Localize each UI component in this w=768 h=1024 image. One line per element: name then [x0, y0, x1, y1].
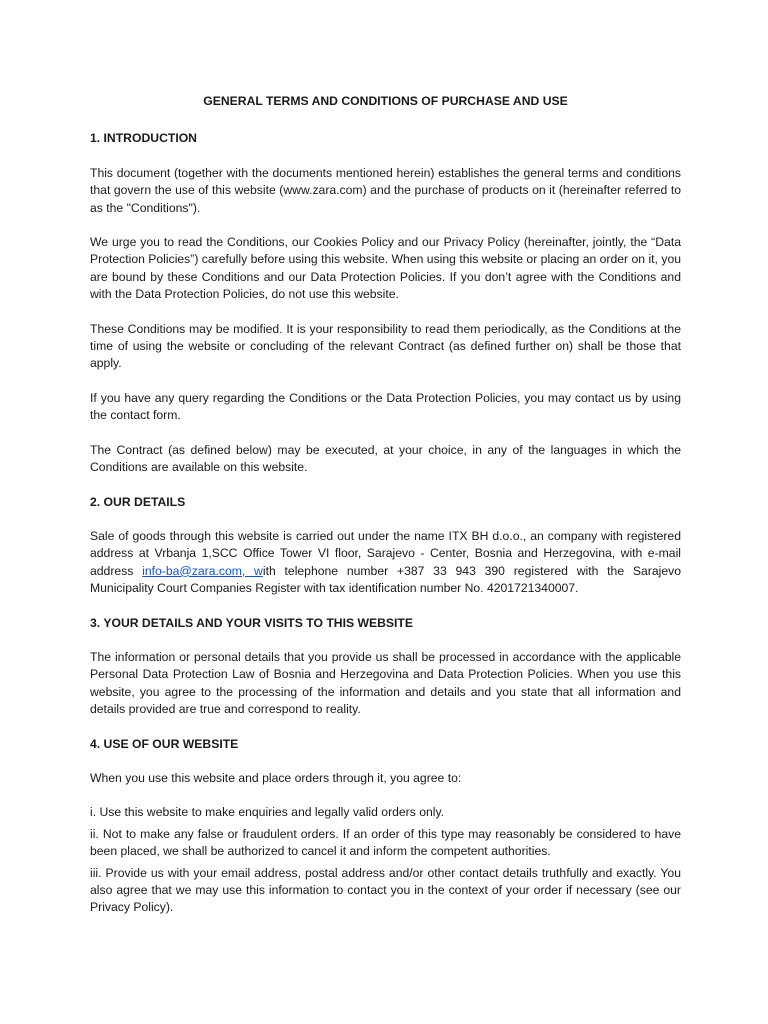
paragraph: This document (together with the documents mentioned herein) establishes the general terms and conditions that govern the use of this website (www.zara.com) and the purchase of products on it (hereinafter referred to as the "Conditions"). [90, 165, 681, 215]
paragraph: If you have any query regarding the Conditions or the Data Protection Policies, you may contact us by using the contact form. [90, 390, 681, 423]
section-heading-your-details: 3. YOUR DETAILS AND YOUR VISITS TO THIS WEBSITE [90, 615, 414, 630]
paragraph: The information or personal details that you provide us shall be processed in accordance with the applicable Personal Data Protection Law of Bosnia and Herzegovina and Data Protection Policies. When you use this website, you agree to the processing of the information and details and you state that all information and details provided are true and correspond to reality. [90, 649, 681, 717]
list-item: iii. Provide us with your email address, postal address and/or other contact details truthfully and exactly. You also agree that we may use this information to contact you in the context of your order if necessary (see our Privacy Policy). [90, 865, 681, 915]
paragraph: We urge you to read the Conditions, our Cookies Policy and our Privacy Policy (hereinafter, jointly, the “Data Protection Policies”) carefully before using this website. When using this website or placing an order on it, you are bound by these Conditions and our Data Protection Policies. If you don’t agree with the Conditions and with the Data Protection Policies, do not use this website. [90, 235, 681, 302]
paragraph: These Conditions may be modified. It is your responsibility to read them periodically, as the Conditions at the time of using the website or concluding of the relevant Contract (as defined further on) shall be those that apply. [90, 321, 681, 371]
paragraph-text: ith telephone number +387 33 943 390 registered with the Sarajevo Municipality Court Companies Register with tax identification number No. 4201721340007. [90, 563, 681, 596]
paragraph-our-details [90, 528, 681, 598]
section-heading-introduction: 1. INTRODUCTION [90, 131, 197, 146]
paragraph: The Contract (as defined below) may be executed, at your choice, in any of the languages in which the Conditions are available on this website. [90, 442, 681, 475]
list-item: ii. Not to make any false or fraudulent orders. If an order of this type may reasonably be considered to have been placed, we shall be authorized to cancel it and inform the competent authorities. [90, 826, 681, 859]
list-item: i. Use this website to make enquiries and legally valid orders only. [90, 805, 445, 820]
section-heading-our-details: 2. OUR DETAILS [90, 494, 186, 509]
section-heading-use-of-website: 4. USE OF OUR WEBSITE [90, 736, 239, 751]
email-link[interactable]: info-ba@zara.com, w [142, 563, 263, 578]
paragraph-text: Sale of goods through this website is carried out under the name ITX BH d.o.o., an company with registered address at Vrbanja 1,SCC Office Tower VI floor, Sarajevo - Center, Bosnia and Herzegovina, with e-mail address [90, 528, 681, 578]
document-body [90, 93, 681, 921]
document-title: GENERAL TERMS AND CONDITIONS OF PURCHASE AND USE [203, 94, 568, 108]
list-intro: When you use this website and place orders through it, you agree to: [90, 770, 462, 785]
